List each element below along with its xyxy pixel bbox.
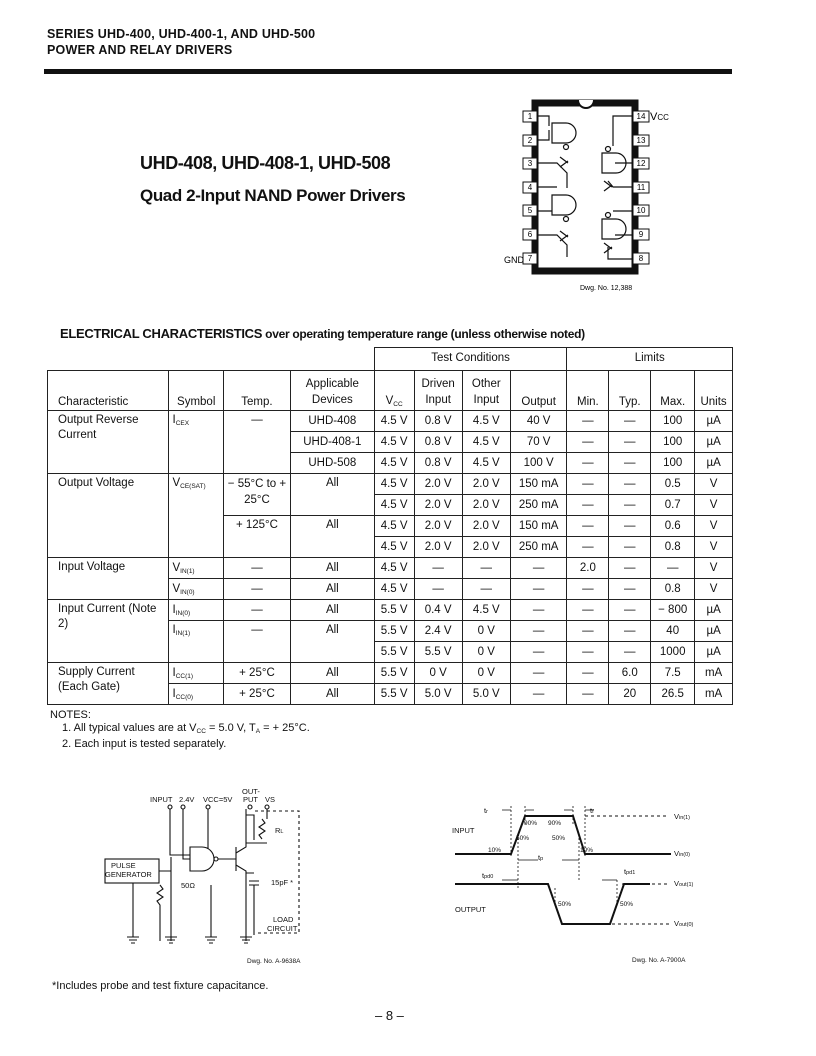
vcc-label: VCC bbox=[650, 111, 669, 123]
package-notch bbox=[578, 100, 594, 108]
pin-label: 8 bbox=[638, 254, 644, 263]
col-symbol: Symbol bbox=[169, 371, 223, 411]
table-row: Supply Current (Each Gate) $I_{CC(1)}$ + 25°C All 5.5 V 0 V 0 V — — 6.0 7.5 mA bbox=[48, 663, 733, 684]
svg-text:CIRCUIT: CIRCUIT bbox=[267, 924, 298, 933]
col-min: Min. bbox=[567, 371, 609, 411]
svg-text:INPUT: INPUT bbox=[150, 795, 173, 804]
table-row: 4.5 V 2.0 V 2.0 V 250 mA — — 0.7 V bbox=[48, 495, 733, 516]
table-row: Input Current (Note 2) $I_{IN(0)}$ — All 5.5 V 0.4 V 4.5 V — — — − 800 µA bbox=[48, 600, 733, 621]
svg-text:Vout(0): Vout(0) bbox=[674, 919, 694, 928]
svg-text:LOAD: LOAD bbox=[273, 915, 294, 924]
svg-text:RL: RL bbox=[275, 826, 284, 835]
footnote: *Includes probe and test fixture capacitance. bbox=[52, 980, 269, 992]
svg-text:10%: 10% bbox=[488, 847, 502, 854]
part-title: UHD-408, UHD-408-1, UHD-508 bbox=[140, 153, 391, 173]
svg-text:tpd1: tpd1 bbox=[624, 867, 636, 876]
svg-text:VCC=5V: VCC=5V bbox=[203, 795, 233, 804]
gnd-label: GND bbox=[504, 255, 524, 265]
svg-text:15pF *: 15pF * bbox=[271, 878, 294, 887]
note-1: 1. All typical values are at $V_{CC} = 5.0$ V, $T_A$ = + 25°C. bbox=[62, 722, 310, 735]
pin-label: 7 bbox=[527, 254, 533, 263]
svg-text:OUTPUT: OUTPUT bbox=[455, 905, 486, 914]
table-row: Input Voltage $V_{IN(1)}$ — All 4.5 V — — — 2.0 — — V bbox=[48, 558, 733, 579]
pin-label: 9 bbox=[638, 230, 644, 239]
svg-text:tp: tp bbox=[538, 853, 544, 862]
svg-text:10%: 10% bbox=[580, 847, 594, 854]
test-circuit-diagram bbox=[95, 785, 335, 970]
svg-text:PULSE: PULSE bbox=[111, 861, 136, 870]
table-row: $I_{IN(1)}$ — All 5.5 V 2.4 V 0 V — — — 40 µA bbox=[48, 621, 733, 642]
pin-label: 14 bbox=[636, 112, 646, 121]
header-rule bbox=[44, 69, 732, 74]
svg-text:90%: 90% bbox=[524, 820, 538, 827]
svg-text:50%: 50% bbox=[552, 835, 566, 842]
svg-text:Vin(0): Vin(0) bbox=[674, 849, 691, 858]
series-header bbox=[47, 26, 315, 58]
col-characteristic: Characteristic bbox=[48, 371, 169, 411]
table-row: 5.5 V 5.5 V 0 V — — — 1000 µA bbox=[48, 642, 733, 663]
electrical-characteristics-table bbox=[47, 347, 733, 705]
pin-label: 6 bbox=[527, 230, 533, 239]
timing-diagram bbox=[452, 800, 722, 970]
col-vcc: $V_{CC}$ bbox=[374, 371, 414, 411]
table-row: $V_{IN(0)}$ — All 4.5 V — — — — — 0.8 V bbox=[48, 579, 733, 600]
col-temp: Temp. bbox=[223, 371, 290, 411]
pin-label: 11 bbox=[636, 183, 646, 192]
table-row: 4.5 V 2.0 V 2.0 V 250 mA — — 0.8 V bbox=[48, 537, 733, 558]
table-row: Output Reverse Current $I_{CEX}$ — UHD-408 4.5 V 0.8 V 4.5 V 40 V — — 100 µA bbox=[48, 411, 733, 432]
pin-label: 2 bbox=[527, 136, 533, 145]
svg-text:INPUT: INPUT bbox=[452, 826, 475, 835]
svg-text:VS: VS bbox=[265, 795, 276, 804]
svg-text:Vout(1): Vout(1) bbox=[674, 879, 694, 888]
svg-text:GENERATOR: GENERATOR bbox=[105, 870, 152, 879]
svg-text:Vin(1): Vin(1) bbox=[674, 812, 691, 821]
part-subtitle: Quad 2-Input NAND Power Drivers bbox=[140, 186, 406, 205]
col-driven: Driven Input bbox=[414, 371, 462, 411]
table-row: Output Voltage $V_{CE(SAT)}$ − 55°C to + 25°C All 4.5 V 2.0 V 2.0 V 150 mA — — 0.5 V bbox=[48, 474, 733, 495]
pin-label: 13 bbox=[636, 136, 646, 145]
svg-text:OUT-: OUT- bbox=[242, 787, 260, 796]
test-conditions-header: Test Conditions bbox=[374, 348, 567, 371]
svg-text:50Ω: 50Ω bbox=[181, 881, 195, 890]
svg-text:2.4V: 2.4V bbox=[179, 795, 195, 804]
notes bbox=[50, 709, 310, 751]
svg-text:PUT: PUT bbox=[243, 795, 258, 804]
svg-text:tpd0: tpd0 bbox=[482, 871, 494, 880]
pin-label: 1 bbox=[527, 112, 533, 121]
pin-label: 3 bbox=[527, 159, 533, 168]
svg-text:50%: 50% bbox=[620, 901, 634, 908]
page-number: – 8 – bbox=[375, 1008, 404, 1023]
pin-label: 5 bbox=[527, 206, 533, 215]
svg-text:50%: 50% bbox=[558, 901, 572, 908]
pin-label: 4 bbox=[527, 183, 533, 192]
table-row: + 125°C All 4.5 V 2.0 V 2.0 V 150 mA — — 0.6 V bbox=[48, 516, 733, 537]
col-units: Units bbox=[695, 371, 733, 411]
col-max: Max. bbox=[651, 371, 695, 411]
svg-text:90%: 90% bbox=[548, 820, 562, 827]
pin-label: 10 bbox=[636, 206, 646, 215]
note-2: 2. Each input is tested separately. bbox=[62, 738, 227, 750]
col-other: Other Input bbox=[462, 371, 510, 411]
blank-header bbox=[48, 348, 375, 371]
svg-text:50%: 50% bbox=[516, 835, 530, 842]
pin-label: 12 bbox=[636, 159, 646, 168]
table-row: $I_{CC(0)}$ + 25°C All 5.5 V 5.0 V 5.0 V — — 20 26.5 mA bbox=[48, 684, 733, 705]
limits-header: Limits bbox=[567, 348, 733, 371]
col-output: Output bbox=[510, 371, 567, 411]
series-header-line1: SERIES UHD-400, UHD-400-1, AND UHD-500 bbox=[47, 27, 316, 41]
svg-text:Dwg. No. A-9638A: Dwg. No. A-9638A bbox=[247, 958, 301, 965]
col-typ: Typ. bbox=[609, 371, 651, 411]
series-header-line2: POWER AND RELAY DRIVERS bbox=[47, 43, 233, 57]
table-title: ELECTRICAL CHARACTERISTICS over operating temperature range (unless otherwise noted) bbox=[60, 326, 585, 341]
pinout-dwg-number: Dwg. No. 12,388 bbox=[580, 285, 633, 292]
pinout-diagram bbox=[500, 95, 680, 295]
svg-text:tr: tr bbox=[484, 806, 488, 815]
table-row: UHD-508 4.5 V 0.8 V 4.5 V 100 V — — 100 µA bbox=[48, 453, 733, 474]
svg-text:Dwg. No. A-7900A: Dwg. No. A-7900A bbox=[632, 957, 686, 964]
svg-text:tf: tf bbox=[590, 806, 594, 815]
table-row: UHD-408-1 4.5 V 0.8 V 4.5 V 70 V — — 100 µA bbox=[48, 432, 733, 453]
notes-title: NOTES: bbox=[50, 709, 91, 721]
col-devices: Applicable Devices bbox=[290, 371, 374, 411]
